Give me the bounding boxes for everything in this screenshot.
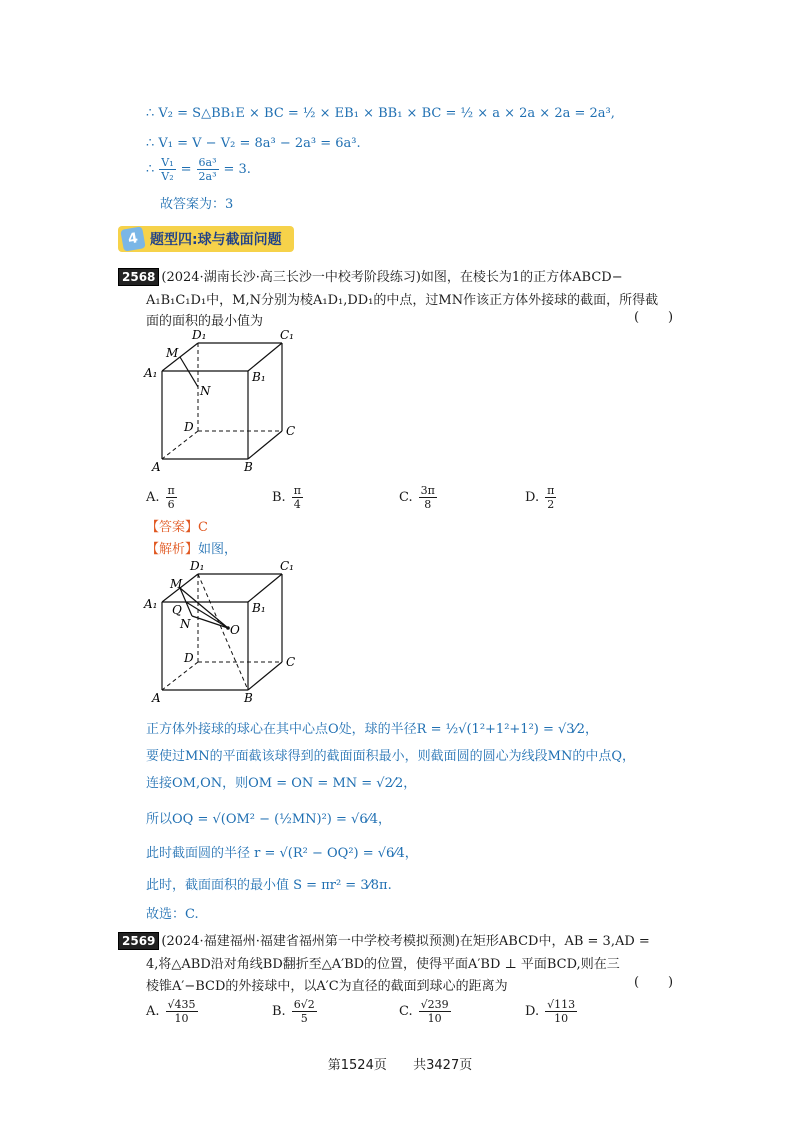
section-badge: 4 xyxy=(120,226,145,251)
label-D1: D₁ xyxy=(190,559,205,573)
answer-row-2568 xyxy=(146,516,208,535)
label-Q: Q xyxy=(172,603,182,617)
answer-paren-2568: ( ) xyxy=(634,310,674,325)
label-D: D xyxy=(184,651,194,665)
question-2568-line-2: A₁B₁C₁D₁中，M,N分别为棱A₁D₁,DD₁的中点，过MN作该正方体外接球的截面，所得截 xyxy=(146,293,659,308)
prev-solution-line-1: ∴ V₂ = S△BB₁E × BC = ½ × EB₁ × BB₁ × BC = ½ × a × 2a × 2a = 2a³, xyxy=(146,106,615,121)
label-M: M xyxy=(170,577,183,591)
question-2569-line-2: 4,将△ABD沿对角线BD翻折至△A′BD的位置，使得平面A′BD ⊥ 平面BCD,则在三 xyxy=(146,957,620,972)
label-A1: A₁ xyxy=(144,366,158,380)
label-B: B xyxy=(244,460,253,474)
solution-line-7: 故选：C. xyxy=(146,907,199,922)
label-N: N xyxy=(200,384,211,398)
question-2569-line-3: 棱锥A′−BCD的外接球中，以A′C为直径的截面到球心的距离为 xyxy=(146,979,508,994)
label-M: M xyxy=(166,346,179,360)
label-A: A xyxy=(152,460,161,474)
solution-line-4: 所以OQ = √(OM² − (½MN)²) = √6⁄4， xyxy=(146,812,392,827)
solution-line-1: 正方体外接球的球心在其中心点O处，球的半径R = ½√(1²+1²+1²) = √3⁄2， xyxy=(146,722,599,737)
prev-solution-line-2: ∴ V₁ = V − V₂ = 8a³ − 2a³ = 6a³. xyxy=(146,136,361,151)
answer-value: C xyxy=(198,520,208,535)
label-A1: A₁ xyxy=(144,597,158,611)
prev-solution-line-3: ∴ $\frac{\text{V₁}}{\text{V₂}}$ = $\frac{\text{6a³}}{\text{2a³}}$ = 3. xyxy=(146,156,251,183)
option-B-2569[interactable]: B. $\frac{6√2}{5}$ xyxy=(272,998,315,1025)
label-B1: B₁ xyxy=(252,601,266,615)
solution-line-5: 此时截面圆的半径 r = √(R² − OQ²) = √6⁄4， xyxy=(146,846,418,861)
value-fraction: $\frac{\text{6a³}}{\text{2a³}}$ xyxy=(198,156,217,183)
cube-figure-2 xyxy=(140,556,310,711)
label-C1: C₁ xyxy=(280,328,294,342)
solution-line-2: 要使过MN的平面截该球得到的截面面积最小，则截面圆的圆心为线段MN的中点Q， xyxy=(146,749,636,764)
option-B-2568[interactable]: B. $\frac{\pi}{4}$ xyxy=(272,484,301,511)
solution-line-3: 连接OM,ON，则OM = ON = MN = √2⁄2， xyxy=(146,776,417,791)
page-footer xyxy=(0,1054,800,1073)
label-N: N xyxy=(180,617,191,631)
analysis-row-2568 xyxy=(146,538,237,557)
section-title: 题型四:球与截面问题 xyxy=(150,232,282,248)
question-number-2568: 2568 xyxy=(118,268,159,286)
question-2568-line-3: 面的面积的最小值为 xyxy=(146,314,264,329)
question-2568-line-1: 2568 (2024·湖南长沙·高三长沙一中校考阶段练习)如图，在棱长为1的正方体ABCD− xyxy=(118,266,623,286)
ratio-fraction: $\frac{\text{V₁}}{\text{V₂}}$ xyxy=(161,156,174,183)
answer-label: 【答案】 xyxy=(146,520,199,535)
option-A-2568[interactable]: A. $\frac{\pi}{6}$ xyxy=(146,484,175,511)
label-D: D xyxy=(184,420,194,434)
label-C: C xyxy=(286,655,296,669)
option-A-2569[interactable]: A. $\frac{√435}{10}$ xyxy=(146,998,196,1025)
option-C-2568[interactable]: C. $\frac{3\pi}{8}$ xyxy=(399,484,435,511)
label-D1: D₁ xyxy=(192,328,207,342)
prev-answer-line: 故答案为：3 xyxy=(160,197,234,212)
answer-paren-2569: ( ) xyxy=(634,975,674,990)
option-D-2568[interactable]: D. $\frac{\pi}{2}$ xyxy=(525,484,555,511)
therefore-symbol: ∴ xyxy=(146,162,155,177)
total-pages: 共3427页 xyxy=(413,1058,473,1073)
question-2569-line-1: 2569 (2024·福建福州·福建省福州第一中学校考模拟预测)在矩形ABCD中，AB = 3,AD = xyxy=(118,930,650,950)
label-A: A xyxy=(152,691,161,705)
section-header xyxy=(118,226,294,252)
label-C1: C₁ xyxy=(280,559,294,573)
option-C-2569[interactable]: C. $\frac{√239}{10}$ xyxy=(399,998,449,1025)
analysis-intro: 如图， xyxy=(198,542,238,557)
label-C: C xyxy=(286,424,296,438)
solution-line-6: 此时，截面面积的最小值 S = πr² = 3⁄8π. xyxy=(146,878,392,893)
option-D-2569[interactable]: D. $\frac{√113}{10}$ xyxy=(525,998,576,1025)
analysis-label: 【解析】 xyxy=(146,542,199,557)
label-B: B xyxy=(244,691,253,705)
question-number-2569: 2569 xyxy=(118,932,159,950)
label-O: O xyxy=(230,623,240,637)
cube-figure-1 xyxy=(140,325,310,480)
label-B1: B₁ xyxy=(252,370,266,384)
page-number: 第1524页 xyxy=(327,1058,387,1073)
